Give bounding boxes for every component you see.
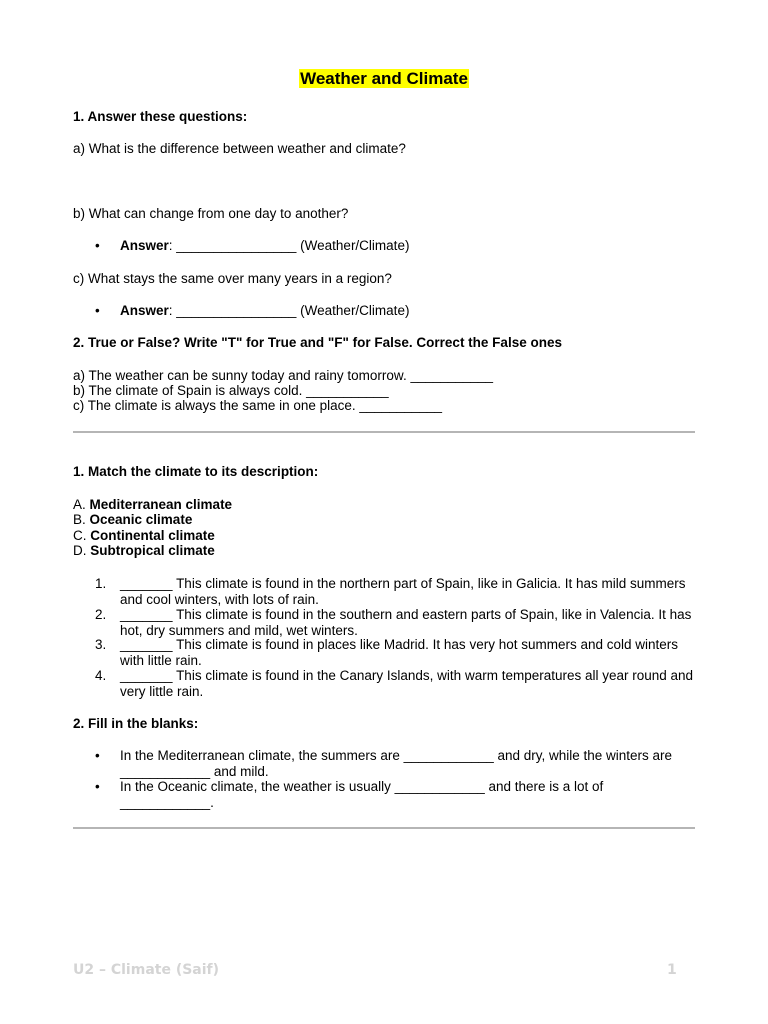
bullet-icon: • — [95, 748, 100, 763]
divider — [73, 431, 695, 433]
bullet-icon: • — [95, 303, 100, 318]
climate-option — [73, 543, 215, 559]
fill-blank-item: In the Oceanic climate, the weather is usually ____________ and there is a lot of ____________. — [120, 779, 604, 810]
title-container — [0, 69, 768, 89]
answer-c-line — [120, 303, 409, 319]
answer-b-label: Answer — [120, 238, 169, 253]
climate-option — [73, 512, 192, 528]
section1-heading: 1. Answer these questions: — [73, 109, 248, 124]
section4-heading: 2. Fill in the blanks: — [73, 716, 199, 731]
item-number: 2. — [95, 607, 107, 622]
true-false-item: a) The weather can be sunny today and rainy tomorrow. ___________ — [73, 368, 494, 383]
divider — [73, 827, 695, 829]
climate-option — [73, 497, 232, 513]
climate-option — [73, 528, 215, 544]
bullet-icon: • — [95, 779, 100, 794]
option-name: Subtropical climate — [90, 543, 215, 558]
true-false-item: c) The climate is always the same in one place. ___________ — [73, 398, 442, 413]
question-c: c) What stays the same over many years in a region? — [73, 271, 392, 286]
question-b: b) What can change from one day to another? — [73, 206, 349, 221]
true-false-item: b) The climate of Spain is always cold. ___________ — [73, 383, 389, 398]
question-a: a) What is the difference between weather and climate? — [73, 141, 406, 156]
fill-blank-item: In the Mediterranean climate, the summers are ____________ and dry, while the winters are ____________ and mild. — [120, 748, 673, 779]
item-number: 1. — [95, 576, 107, 591]
answer-b-blank: : ________________ (Weather/Climate) — [168, 238, 410, 253]
item-number: 3. — [95, 637, 107, 652]
section2-heading: 2. True or False? Write "T" for True and "F" for False. Correct the False ones — [73, 335, 562, 350]
footer-label: U2 – Climate (Saif) — [73, 962, 220, 978]
answer-c-label: Answer — [120, 303, 169, 318]
option-name: Mediterranean climate — [89, 497, 233, 512]
option-name: Continental climate — [90, 528, 215, 543]
match-item: _______ This climate is found in the southern and eastern parts of Spain, like in Valencia. It has hot, dry summers and mild, wet winters. — [120, 607, 692, 638]
match-item: _______ This climate is found in the northern part of Spain, like in Galicia. It has mild summers and cool winters, with lots of rain. — [120, 576, 686, 607]
page-number: 1 — [667, 962, 677, 978]
answer-b-line — [120, 238, 409, 254]
item-number: 4. — [95, 668, 107, 683]
option-letter: B. — [73, 512, 90, 527]
option-name: Oceanic climate — [89, 512, 193, 527]
option-letter: D. — [73, 543, 91, 558]
page-title: Weather and Climate — [300, 69, 468, 88]
match-item: _______ This climate is found in the Canary Islands, with warm temperatures all year round and very little rain. — [120, 668, 694, 699]
section3-heading: 1. Match the climate to its description: — [73, 464, 319, 479]
option-letter: C. — [73, 528, 91, 543]
answer-c-blank: : ________________ (Weather/Climate) — [168, 303, 410, 318]
match-item: _______ This climate is found in places like Madrid. It has very hot summers and cold winters with little rain. — [120, 637, 679, 668]
option-letter: A. — [73, 497, 90, 512]
bullet-icon: • — [95, 238, 100, 253]
